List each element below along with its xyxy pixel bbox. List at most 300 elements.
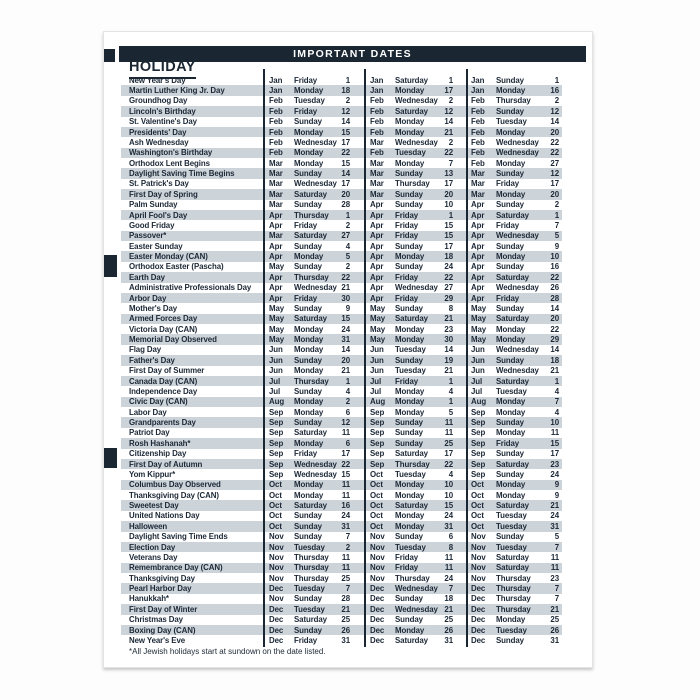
weekday-cell: Sunday <box>395 355 423 365</box>
weekday-cell: Tuesday <box>496 386 527 396</box>
year-column-1-entry <box>263 356 364 365</box>
year-column-1-entry <box>263 397 364 406</box>
date-cell: 11 <box>341 552 350 562</box>
year-column-2-entry <box>364 522 466 531</box>
year-column-3-entry <box>466 615 562 624</box>
date-cell: 15 <box>341 469 350 479</box>
weekday-cell: Monday <box>395 407 425 417</box>
year-column-3-entry <box>466 159 562 168</box>
weekday-cell: Monday <box>294 148 324 158</box>
year-column-1-entry <box>263 283 364 292</box>
date-cell: 26 <box>444 625 453 635</box>
holiday-name: Civic Day (CAN) <box>129 397 188 407</box>
year-column-3-entry <box>466 594 562 603</box>
year-column-3-entry <box>466 522 562 531</box>
month-cell: Aug <box>471 397 487 407</box>
year-column-3-entry <box>466 314 562 323</box>
weekday-cell: Monday <box>395 252 425 262</box>
table-row <box>121 615 562 625</box>
year-column-1-entry <box>263 480 364 489</box>
month-cell: Oct <box>269 480 282 490</box>
holiday-name: Labor Day <box>129 407 167 417</box>
weekday-cell: Wednesday <box>395 283 438 293</box>
date-cell: 14 <box>341 345 350 355</box>
date-cell: 15 <box>444 220 453 230</box>
weekday-cell: Monday <box>294 397 324 407</box>
date-cell: 24 <box>550 511 559 521</box>
weekday-cell: Sunday <box>496 75 524 85</box>
year-column-2-entry <box>364 626 466 635</box>
month-cell: Feb <box>269 96 283 106</box>
year-column-2-entry <box>364 563 466 572</box>
table-row <box>121 366 562 376</box>
year-column-2-entry <box>364 76 466 85</box>
date-cell: 1 <box>554 210 559 220</box>
year-column-3-entry <box>466 605 562 614</box>
month-cell: Oct <box>471 480 484 490</box>
table-row <box>121 283 562 293</box>
date-cell: 13 <box>444 169 453 179</box>
date-cell: 7 <box>554 594 559 604</box>
table-row <box>121 480 562 490</box>
date-cell: 12 <box>341 106 350 116</box>
weekday-cell: Wednesday <box>395 584 438 594</box>
date-cell: 22 <box>550 137 559 147</box>
holiday-name: Rosh Hashanah* <box>129 438 191 448</box>
table-row <box>121 376 562 386</box>
month-cell: Oct <box>370 501 383 511</box>
holiday-name: Lincoln's Birthday <box>129 106 196 116</box>
month-cell: Oct <box>269 511 282 521</box>
date-cell: 14 <box>444 345 453 355</box>
year-column-1-entry <box>263 211 364 220</box>
weekday-cell: Tuesday <box>496 511 527 521</box>
year-column-1-entry <box>263 345 364 354</box>
year-column-2-entry <box>364 221 466 230</box>
year-column-1-entry <box>263 107 364 116</box>
weekday-cell: Monday <box>496 324 526 334</box>
weekday-cell: Sunday <box>496 200 524 210</box>
weekday-cell: Sunday <box>294 532 322 542</box>
weekday-cell: Friday <box>395 552 419 562</box>
weekday-cell: Wednesday <box>496 366 539 376</box>
month-cell: Feb <box>269 137 283 147</box>
weekday-cell: Thursday <box>294 272 329 282</box>
year-column-3-entry <box>466 76 562 85</box>
holiday-name: Thanksgiving Day <box>129 573 195 583</box>
weekday-cell: Monday <box>294 480 324 490</box>
holiday-name: Yom Kippur* <box>129 469 176 479</box>
date-cell: 22 <box>341 272 350 282</box>
weekday-cell: Sunday <box>496 355 524 365</box>
weekday-cell: Sunday <box>294 594 322 604</box>
month-cell: Nov <box>370 573 385 583</box>
year-column-1-entry <box>263 626 364 635</box>
year-column-2-entry <box>364 96 466 105</box>
date-cell: 4 <box>345 241 350 251</box>
year-column-1-entry <box>263 273 364 282</box>
year-column-1-entry <box>263 117 364 126</box>
holiday-name: Veterans Day <box>129 552 178 562</box>
weekday-cell: Thursday <box>294 573 329 583</box>
year-column-3-entry <box>466 470 562 479</box>
weekday-cell: Sunday <box>294 262 322 272</box>
year-column-2-entry <box>364 605 466 614</box>
weekday-cell: Tuesday <box>496 117 527 127</box>
date-cell: 16 <box>341 501 350 511</box>
month-cell: Jun <box>370 355 384 365</box>
year-column-2-entry <box>364 117 466 126</box>
year-column-1-entry <box>263 96 364 105</box>
weekday-cell: Wednesday <box>294 137 337 147</box>
table-row <box>121 583 562 593</box>
year-column-2-entry <box>364 345 466 354</box>
month-cell: Sep <box>269 449 284 459</box>
date-cell: 25 <box>444 615 453 625</box>
holiday-name: Orthodox Lent Begins <box>129 158 210 168</box>
holiday-name: Mother's Day <box>129 303 178 313</box>
holiday-name: Orthodox Easter (Pascha) <box>129 262 224 272</box>
year-column-1-entry <box>263 262 364 271</box>
month-cell: Apr <box>269 283 283 293</box>
date-cell: 11 <box>341 480 350 490</box>
date-cell: 7 <box>345 532 350 542</box>
date-cell: 18 <box>550 355 559 365</box>
year-column-1-entry <box>263 294 364 303</box>
holiday-name: First Day of Spring <box>129 189 198 199</box>
month-cell: May <box>370 335 386 345</box>
weekday-cell: Saturday <box>294 615 327 625</box>
month-cell: May <box>471 324 487 334</box>
holiday-name: Election Day <box>129 542 176 552</box>
holiday-name: Groundhog Day <box>129 96 188 106</box>
holiday-name: Citizenship Day <box>129 449 187 459</box>
month-cell: Apr <box>471 262 485 272</box>
date-cell: 12 <box>550 169 559 179</box>
weekday-cell: Monday <box>294 438 324 448</box>
year-column-2-entry <box>364 366 466 375</box>
date-cell: 18 <box>444 594 453 604</box>
date-cell: 15 <box>341 314 350 324</box>
holiday-name: First Day of Autumn <box>129 459 203 469</box>
date-cell: 24 <box>444 573 453 583</box>
year-column-1-entry <box>263 366 364 375</box>
month-cell: Mar <box>269 200 283 210</box>
month-cell: Sep <box>471 459 486 469</box>
month-cell: Apr <box>269 210 283 220</box>
page-edge-tab-marker <box>104 49 115 62</box>
month-cell: Oct <box>269 501 282 511</box>
month-cell: Nov <box>269 594 284 604</box>
table-row <box>121 594 562 604</box>
date-cell: 23 <box>550 459 559 469</box>
weekday-cell: Friday <box>294 293 318 303</box>
weekday-cell: Sunday <box>294 521 322 531</box>
month-cell: Apr <box>370 200 384 210</box>
date-cell: 9 <box>554 241 559 251</box>
weekday-cell: Sunday <box>496 169 524 179</box>
date-cell: 31 <box>550 635 559 645</box>
holiday-name: Easter Sunday <box>129 241 183 251</box>
month-cell: Dec <box>471 604 486 614</box>
year-column-1-entry <box>263 491 364 500</box>
weekday-cell: Sunday <box>395 428 423 438</box>
year-column-3-entry <box>466 501 562 510</box>
month-cell: Sep <box>471 449 486 459</box>
date-cell: 12 <box>341 418 350 428</box>
date-cell: 11 <box>550 552 559 562</box>
weekday-cell: Monday <box>294 158 324 168</box>
holiday-name: Grandparents Day <box>129 418 196 428</box>
date-cell: 4 <box>345 386 350 396</box>
date-cell: 11 <box>444 418 453 428</box>
year-column-1-entry <box>263 501 364 510</box>
month-cell: Apr <box>269 220 283 230</box>
weekday-cell: Tuesday <box>395 366 426 376</box>
table-row <box>121 563 562 573</box>
month-cell: Nov <box>269 532 284 542</box>
date-cell: 25 <box>341 615 350 625</box>
month-cell: Dec <box>370 594 385 604</box>
date-cell: 11 <box>550 428 559 438</box>
table-row <box>121 314 562 324</box>
holiday-name: St. Valentine's Day <box>129 117 197 127</box>
weekday-cell: Sunday <box>294 511 322 521</box>
year-column-2-entry <box>364 148 466 157</box>
weekday-cell: Friday <box>395 293 419 303</box>
weekday-cell: Thursday <box>496 604 531 614</box>
month-cell: Jan <box>370 86 384 96</box>
date-cell: 22 <box>444 148 453 158</box>
date-cell: 7 <box>554 542 559 552</box>
year-column-1-entry <box>263 522 364 531</box>
month-cell: Sep <box>471 407 486 417</box>
holiday-name: Sweetest Day <box>129 501 179 511</box>
date-cell: 10 <box>550 418 559 428</box>
planner-page <box>103 31 593 668</box>
month-cell: Oct <box>370 511 383 521</box>
date-cell: 7 <box>345 584 350 594</box>
weekday-cell: Sunday <box>496 449 524 459</box>
weekday-cell: Saturday <box>496 552 529 562</box>
year-column-3-entry <box>466 242 562 251</box>
holiday-name: April Fool's Day <box>129 210 188 220</box>
weekday-cell: Friday <box>496 179 520 189</box>
date-cell: 25 <box>550 615 559 625</box>
month-cell: Mar <box>471 179 485 189</box>
year-column-1-entry <box>263 138 364 147</box>
year-column-3-entry <box>466 283 562 292</box>
date-cell: 9 <box>554 480 559 490</box>
month-cell: Nov <box>370 542 385 552</box>
year-column-2-entry <box>364 304 466 313</box>
weekday-cell: Saturday <box>395 106 428 116</box>
holiday-name: Armed Forces Day <box>129 314 198 324</box>
month-cell: Mar <box>370 158 384 168</box>
holiday-name: Washington's Birthday <box>129 148 213 158</box>
weekday-cell: Monday <box>496 335 526 345</box>
month-cell: Dec <box>471 584 486 594</box>
month-cell: Sep <box>269 428 284 438</box>
month-cell: Sep <box>269 469 284 479</box>
date-cell: 5 <box>554 532 559 542</box>
year-column-1-entry <box>263 387 364 396</box>
month-cell: Apr <box>370 293 384 303</box>
weekday-cell: Wednesday <box>294 283 337 293</box>
table-row <box>121 511 562 521</box>
date-cell: 28 <box>341 200 350 210</box>
page-edge-tab-marker <box>104 448 117 468</box>
weekday-cell: Sunday <box>294 625 322 635</box>
weekday-cell: Wednesday <box>395 137 438 147</box>
month-cell: Sep <box>269 438 284 448</box>
month-cell: Dec <box>269 635 284 645</box>
month-cell: Sep <box>269 407 284 417</box>
month-cell: Jul <box>471 386 483 396</box>
date-cell: 17 <box>341 179 350 189</box>
date-cell: 28 <box>341 594 350 604</box>
month-cell: Nov <box>370 563 385 573</box>
date-cell: 20 <box>444 189 453 199</box>
month-cell: Mar <box>269 189 283 199</box>
date-cell: 22 <box>444 272 453 282</box>
table-row <box>121 106 562 116</box>
weekday-cell: Monday <box>395 511 425 521</box>
date-cell: 21 <box>341 366 350 376</box>
weekday-cell: Monday <box>395 86 425 96</box>
weekday-cell: Sunday <box>395 418 423 428</box>
year-column-3-entry <box>466 148 562 157</box>
date-cell: 14 <box>444 117 453 127</box>
holiday-name: Boxing Day (CAN) <box>129 625 196 635</box>
month-cell: Apr <box>471 252 485 262</box>
month-cell: Feb <box>471 106 485 116</box>
month-cell: Apr <box>370 220 384 230</box>
date-cell: 6 <box>448 532 453 542</box>
weekday-cell: Sunday <box>496 418 524 428</box>
year-column-1-entry <box>263 553 364 562</box>
month-cell: Feb <box>269 106 283 116</box>
date-cell: 5 <box>554 231 559 241</box>
table-row <box>121 386 562 396</box>
year-column-2-entry <box>364 397 466 406</box>
weekday-cell: Friday <box>395 272 419 282</box>
holiday-name: Good Friday <box>129 220 175 230</box>
date-cell: 10 <box>550 252 559 262</box>
month-cell: Sep <box>471 418 486 428</box>
month-cell: Nov <box>370 532 385 542</box>
year-column-3-entry <box>466 345 562 354</box>
date-cell: 14 <box>341 117 350 127</box>
date-cell: 22 <box>550 148 559 158</box>
year-column-3-entry <box>466 128 562 137</box>
year-column-3-entry <box>466 563 562 572</box>
year-column-2-entry <box>364 273 466 282</box>
year-column-1-entry <box>263 563 364 572</box>
month-cell: Apr <box>471 241 485 251</box>
month-cell: Oct <box>370 521 383 531</box>
weekday-cell: Monday <box>294 86 324 96</box>
weekday-cell: Wednesday <box>496 283 539 293</box>
date-cell: 6 <box>345 407 350 417</box>
year-column-1-entry <box>263 418 364 427</box>
page-edge-tab-marker <box>104 255 117 277</box>
year-column-3-entry <box>466 460 562 469</box>
month-cell: Jun <box>471 366 485 376</box>
weekday-cell: Wednesday <box>496 231 539 241</box>
holiday-name: Easter Monday (CAN) <box>129 252 208 262</box>
date-cell: 19 <box>444 355 453 365</box>
weekday-cell: Tuesday <box>395 148 426 158</box>
date-cell: 16 <box>550 262 559 272</box>
weekday-cell: Saturday <box>395 635 428 645</box>
year-column-2-entry <box>364 511 466 520</box>
month-cell: Feb <box>370 117 384 127</box>
holiday-name: Columbus Day Observed <box>129 480 221 490</box>
year-column-3-entry <box>466 273 562 282</box>
month-cell: Feb <box>471 117 485 127</box>
date-cell: 4 <box>554 407 559 417</box>
year-column-3-entry <box>466 221 562 230</box>
year-column-2-entry <box>364 262 466 271</box>
date-cell: 7 <box>554 220 559 230</box>
month-cell: Jul <box>471 376 483 386</box>
weekday-cell: Sunday <box>294 200 322 210</box>
table-row <box>121 490 562 500</box>
date-cell: 17 <box>550 449 559 459</box>
year-column-2-entry <box>364 532 466 541</box>
weekday-cell: Friday <box>395 563 419 573</box>
date-cell: 25 <box>444 438 453 448</box>
weekday-cell: Saturday <box>395 314 428 324</box>
month-cell: Feb <box>471 158 485 168</box>
month-cell: Oct <box>471 490 484 500</box>
month-cell: Dec <box>471 625 486 635</box>
year-column-2-entry <box>364 190 466 199</box>
year-column-2-entry <box>364 501 466 510</box>
weekday-cell: Saturday <box>294 428 327 438</box>
date-cell: 21 <box>550 604 559 614</box>
holiday-name: Christmas Day <box>129 615 183 625</box>
holiday-name: Palm Sunday <box>129 200 178 210</box>
year-column-2-entry <box>364 86 466 95</box>
weekday-cell: Sunday <box>395 262 423 272</box>
weekday-cell: Wednesday <box>294 179 337 189</box>
date-cell: 10 <box>444 490 453 500</box>
year-column-1-entry <box>263 179 364 188</box>
weekday-cell: Saturday <box>496 272 529 282</box>
weekday-cell: Monday <box>496 490 526 500</box>
year-column-2-entry <box>364 418 466 427</box>
table-row <box>121 552 562 562</box>
weekday-cell: Sunday <box>496 303 524 313</box>
date-cell: 11 <box>341 490 350 500</box>
date-cell: 26 <box>550 625 559 635</box>
year-column-3-entry <box>466 107 562 116</box>
date-cell: 7 <box>554 584 559 594</box>
month-cell: Jun <box>269 355 283 365</box>
month-cell: Jul <box>269 376 281 386</box>
month-cell: Jun <box>370 345 384 355</box>
month-cell: Mar <box>471 189 485 199</box>
weekday-cell: Monday <box>395 158 425 168</box>
year-column-2-entry <box>364 325 466 334</box>
date-cell: 1 <box>448 210 453 220</box>
month-cell: Mar <box>370 189 384 199</box>
weekday-cell: Monday <box>395 480 425 490</box>
date-cell: 2 <box>345 220 350 230</box>
date-cell: 18 <box>341 86 350 96</box>
